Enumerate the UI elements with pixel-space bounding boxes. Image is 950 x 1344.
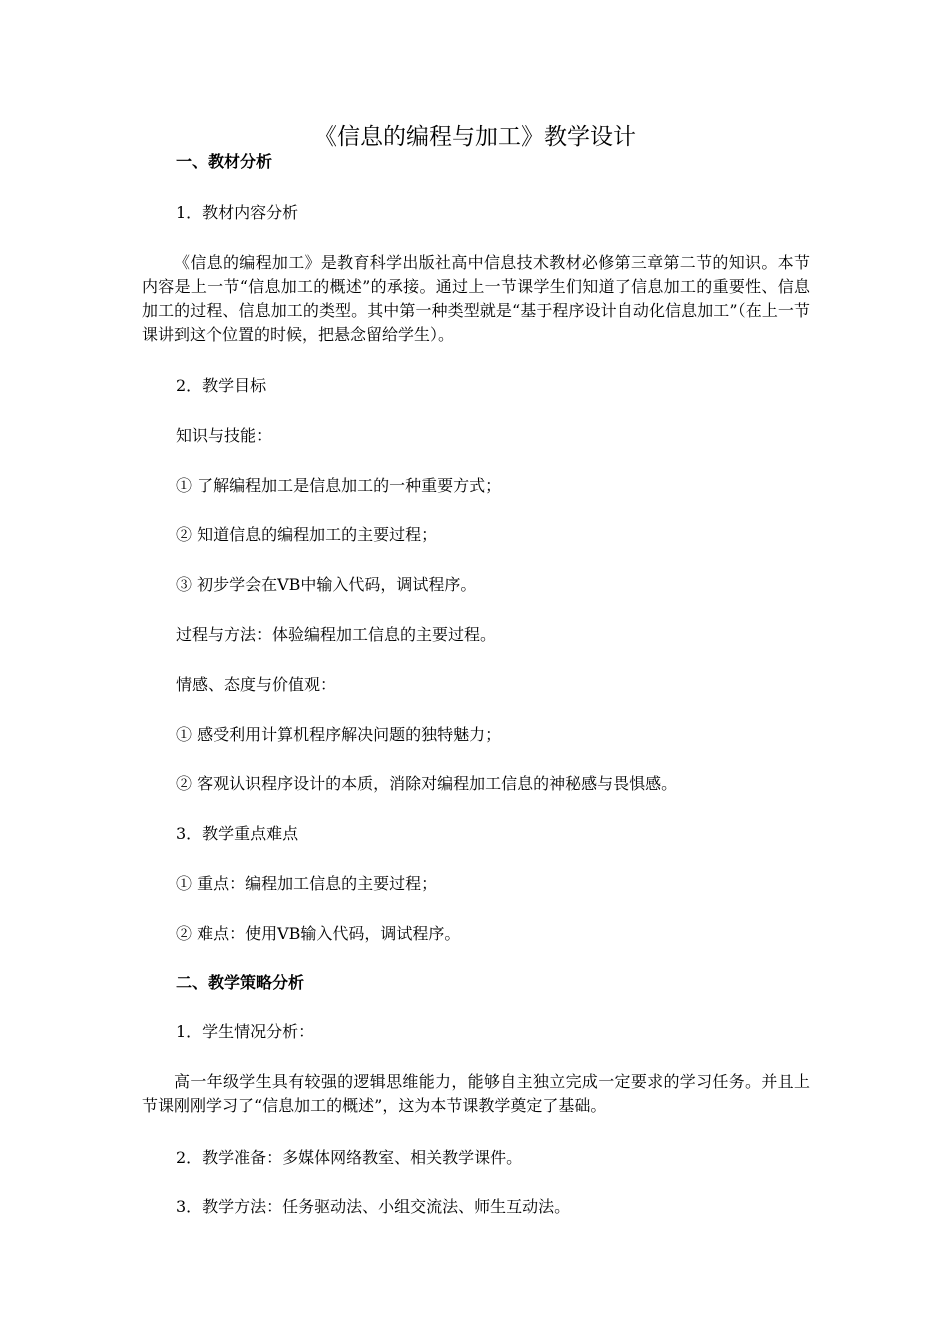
label-knowledge-skills: 知识与技能：	[176, 426, 273, 445]
list-item-emotion-1: ① 感受利用计算机程序解决问题的独特魅力；	[176, 725, 502, 744]
section-heading-textbook-analysis: 一、教材分析	[176, 152, 273, 171]
document-title: 《信息的编程与加工》教学设计	[314, 124, 636, 150]
list-item-knowledge-1: ① 了解编程加工是信息加工的一种重要方式；	[176, 476, 502, 495]
label-process-method: 过程与方法：体验编程加工信息的主要过程。	[176, 625, 497, 644]
label-emotion-values: 情感、态度与价值观：	[176, 675, 337, 694]
subheading-key-difficult-points: 3．教学重点难点	[176, 824, 299, 843]
list-item-key-point: ① 重点：编程加工信息的主要过程；	[176, 874, 438, 893]
list-item-emotion-2: ② 客观认识程序设计的本质，消除对编程加工信息的神秘感与畏惧感。	[176, 774, 678, 793]
section-heading-teaching-strategy: 二、教学策略分析	[176, 973, 305, 992]
line-teaching-preparation: 2．教学准备：多媒体网络教室、相关教学课件。	[176, 1148, 523, 1167]
subheading-content-analysis: 1．教材内容分析	[176, 203, 299, 222]
subheading-teaching-goals: 2．教学目标	[176, 376, 267, 395]
list-item-knowledge-2: ② 知道信息的编程加工的主要过程；	[176, 525, 438, 544]
paragraph-content-analysis: 《信息的编程加工》是教育科学出版社高中信息技术教材必修第三章第二节的知识。本节内容是上一节“信息加工的概述”的承接。通过上一节课学生们知道了信息加工的重要性、信息加工的过程、信息加工的类型。其中第一种类型就是“基于程序设计自动化信息加工”（在上一节课讲到这个位置的时候，把悬念留给学生）。	[142, 253, 810, 344]
paragraph-student-analysis: 高一年级学生具有较强的逻辑思维能力，能够自主独立完成一定要求的学习任务。并且上节课刚刚学习了“信息加工的概述”，这为本节课教学奠定了基础。	[142, 1072, 810, 1115]
list-item-difficult-point: ② 难点：使用VB输入代码，调试程序。	[176, 924, 461, 943]
subheading-student-analysis: 1．学生情况分析：	[176, 1022, 315, 1041]
list-item-knowledge-3: ③ 初步学会在VB中输入代码，调试程序。	[176, 575, 477, 594]
line-teaching-methods: 3．教学方法：任务驱动法、小组交流法、师生互动法。	[176, 1197, 571, 1216]
